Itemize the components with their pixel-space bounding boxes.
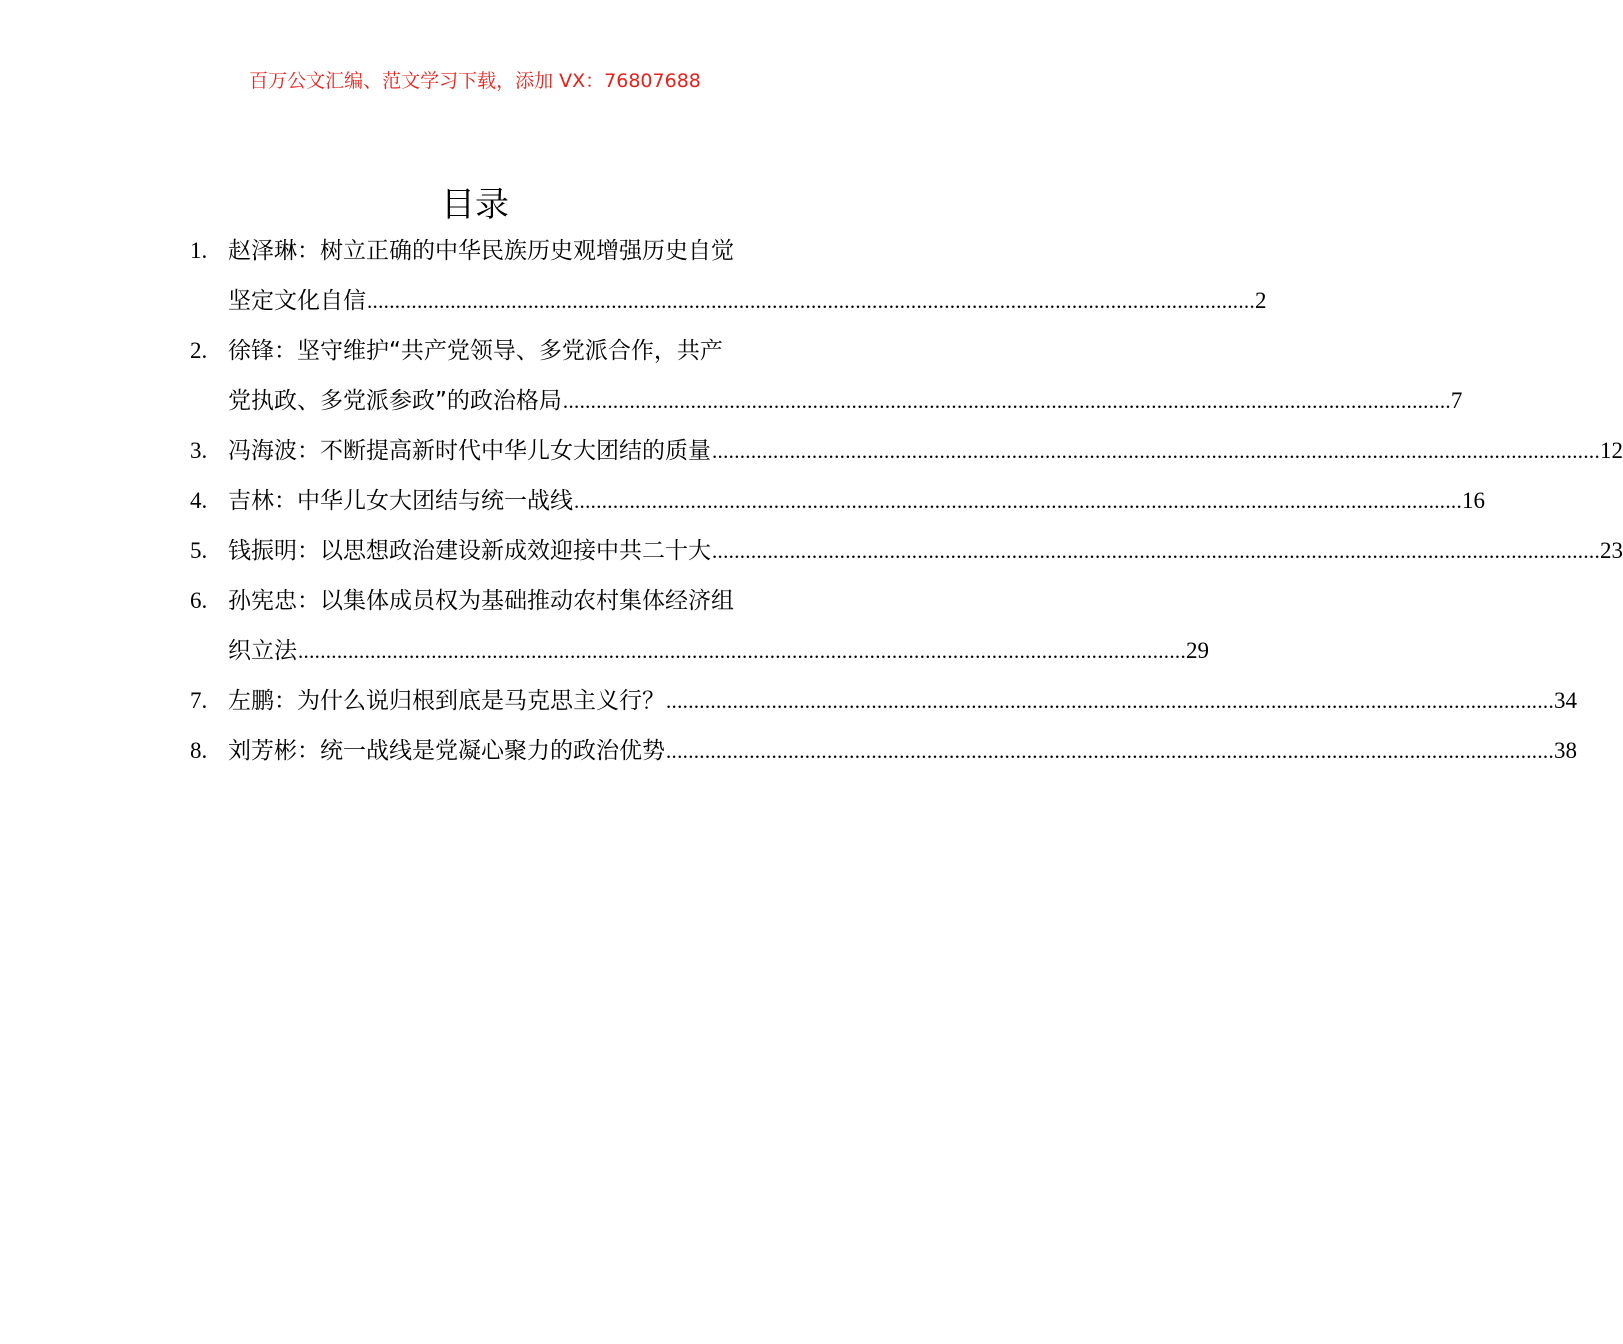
toc-entry-number: 3.: [190, 438, 208, 463]
toc-dot-leader: ................................................................................................................................................................: [666, 689, 1554, 713]
toc-entry-title: 徐锋：坚守维护“共产党领导、多党派合作，共产: [228, 338, 723, 364]
toc-dot-leader: ................................................................................................................................................................: [367, 289, 1255, 313]
toc-entry-line: [228, 626, 1209, 676]
table-of-contents: [190, 226, 1623, 776]
toc-page-number: 29: [1186, 638, 1209, 663]
toc-entry[interactable]: [190, 726, 1577, 776]
toc-entry-title: 孙宪忠：以集体成员权为基础推动农村集体经济组: [228, 588, 734, 614]
toc-entry-title: 左鹏：为什么说归根到底是马克思主义行？: [228, 688, 665, 714]
toc-dot-leader: ................................................................................................................................................................: [574, 489, 1462, 513]
toc-entry[interactable]: [190, 476, 1485, 526]
toc-page-number: 12: [1600, 438, 1623, 463]
toc-entry-title: 坚定文化自信: [228, 288, 366, 314]
toc-entry-number: 7.: [190, 688, 208, 713]
toc-entry-line: [228, 376, 1463, 426]
toc-entry-number: 2.: [190, 338, 208, 363]
toc-entry-line: [228, 326, 806, 376]
toc-entry-title: 冯海波：不断提高新时代中华儿女大团结的质量: [228, 438, 711, 464]
toc-entry-line: [228, 276, 1267, 326]
watermark-header: 百万公文汇编、范文学习下载，添加 VX：76807688: [249, 70, 701, 92]
toc-entry-title: 织立法: [228, 638, 297, 664]
toc-entry[interactable]: [190, 676, 1577, 726]
toc-dot-leader: ................................................................................................................................................................: [712, 439, 1600, 463]
toc-entry-title: 钱振明：以思想政治建设新成效迎接中共二十大: [228, 538, 711, 564]
toc-page-number: 38: [1554, 738, 1577, 763]
toc-entry[interactable]: [190, 326, 1463, 426]
page-title: 目录: [441, 185, 509, 225]
toc-entry-number: 5.: [190, 538, 208, 563]
toc-entry[interactable]: [190, 526, 1623, 576]
toc-entry[interactable]: [190, 576, 1209, 676]
toc-page-number: 2: [1255, 288, 1267, 313]
toc-entry-number: 4.: [190, 488, 208, 513]
toc-entry-title: 吉林：中华儿女大团结与统一战线: [228, 488, 573, 514]
toc-entry[interactable]: [190, 426, 1623, 476]
toc-entry-number: 1.: [190, 238, 208, 263]
toc-entry-title: 党执政、多党派参政”的政治格局: [228, 388, 562, 414]
toc-page-number: 7: [1450, 388, 1463, 413]
toc-page-number: 23: [1600, 538, 1623, 563]
toc-entry-line: [228, 526, 1623, 576]
toc-entry-title: 刘芳彬：统一战线是党凝心聚力的政治优势: [228, 738, 665, 764]
toc-entry[interactable]: [190, 226, 1267, 326]
toc-page-number: 34: [1554, 688, 1577, 713]
toc-entry-line: [228, 226, 806, 276]
toc-entry-line: [228, 676, 1577, 726]
toc-entry-line: [228, 576, 806, 626]
toc-entry-line: [228, 476, 1485, 526]
toc-dot-leader: ................................................................................................................................................................: [666, 739, 1554, 763]
toc-dot-leader: ................................................................................................................................................................: [562, 389, 1451, 413]
toc-entry-line: [228, 726, 1577, 776]
toc-dot-leader: ................................................................................................................................................................: [712, 539, 1600, 563]
toc-entry-number: 6.: [190, 588, 208, 613]
toc-dot-leader: ................................................................................................................................................................: [298, 639, 1186, 663]
toc-entry-title: 赵泽琳：树立正确的中华民族历史观增强历史自觉: [228, 238, 734, 264]
toc-entry-line: [228, 426, 1623, 476]
toc-entry-number: 8.: [190, 738, 208, 763]
toc-page-number: 16: [1462, 488, 1485, 513]
